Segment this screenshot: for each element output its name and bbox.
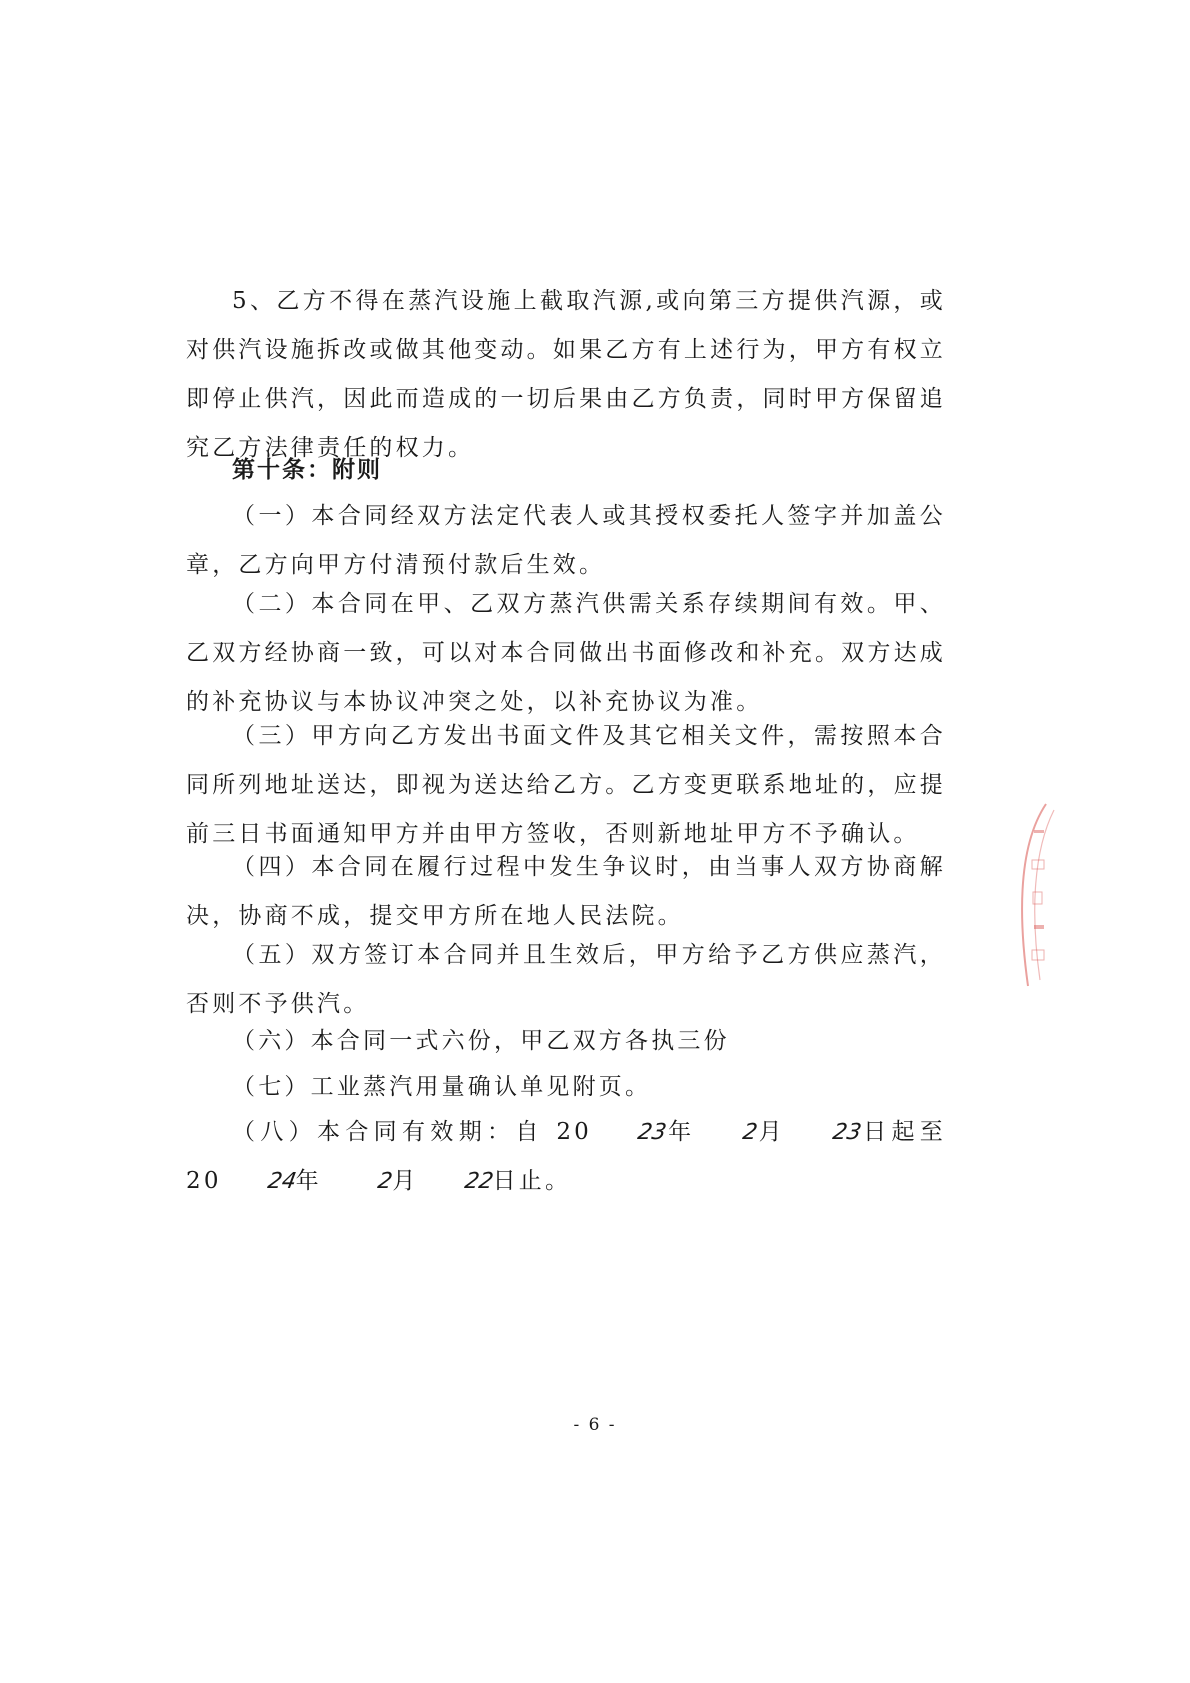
item-8-year-2: 年	[295, 1168, 333, 1194]
item-8-prefix: （八）本合同有效期：自 20	[232, 1119, 593, 1145]
page-number: - 6 -	[573, 1415, 617, 1435]
item-8-year-1: 年	[666, 1119, 697, 1145]
item-8-month-2: 月	[392, 1168, 419, 1194]
handwritten-end-day: 22	[462, 1169, 495, 1194]
handwritten-end-year: 24	[265, 1169, 298, 1194]
handwritten-start-day: 23	[830, 1120, 864, 1145]
item-8-month-1: 月	[756, 1119, 787, 1145]
article-10-title: 第十条：附则	[232, 456, 382, 483]
item-8-suffix: 日止。	[492, 1168, 572, 1194]
red-seal-stamp-edge	[1012, 800, 1064, 990]
handwritten-start-month: 2	[740, 1120, 759, 1145]
item-7: （七）工业蒸汽用量确认单见附页。	[232, 1074, 652, 1100]
item-3: （三）甲方向乙方发出书面文件及其它相关文件，需按照本合同所列地址送达，即视为送达给乙方。乙方变更联系地址的，应提前三日书面通知甲方并由甲方签收，否则新地址甲方不予确认。	[186, 723, 946, 847]
item-2: （二）本合同在甲、乙双方蒸汽供需关系存续期间有效。甲、乙双方经协商一致，可以对本合同做出书面修改和补充。双方达成的补充协议与本协议冲突之处，以补充协议为准。	[186, 591, 946, 715]
item-1: （一）本合同经双方法定代表人或其授权委托人签字并加盖公章，乙方向甲方付清预付款后生效。	[186, 503, 946, 578]
item-8	[186, 1108, 946, 1206]
item-5: （五）双方签订本合同并且生效后，甲方给予乙方供应蒸汽，否则不予供汽。	[186, 942, 946, 1017]
item-6: （六）本合同一式六份，甲乙双方各执三份	[232, 1028, 730, 1054]
item-4: （四）本合同在履行过程中发生争议时，由当事人双方协商解决，协商不成，提交甲方所在地人民法院。	[186, 854, 946, 929]
item-8-mid: 日起至 20	[186, 1119, 947, 1194]
handwritten-end-month: 2	[376, 1169, 395, 1194]
handwritten-start-year: 23	[635, 1120, 669, 1145]
clause-5: 5、乙方不得在蒸汽设施上截取汽源,或向第三方提供汽源，或对供汽设施拆改或做其他变动。如果乙方有上述行为，甲方有权立即停止供汽，因此而造成的一切后果由乙方负责，同时甲方保留追究乙方法律责任的权力。	[186, 288, 946, 461]
